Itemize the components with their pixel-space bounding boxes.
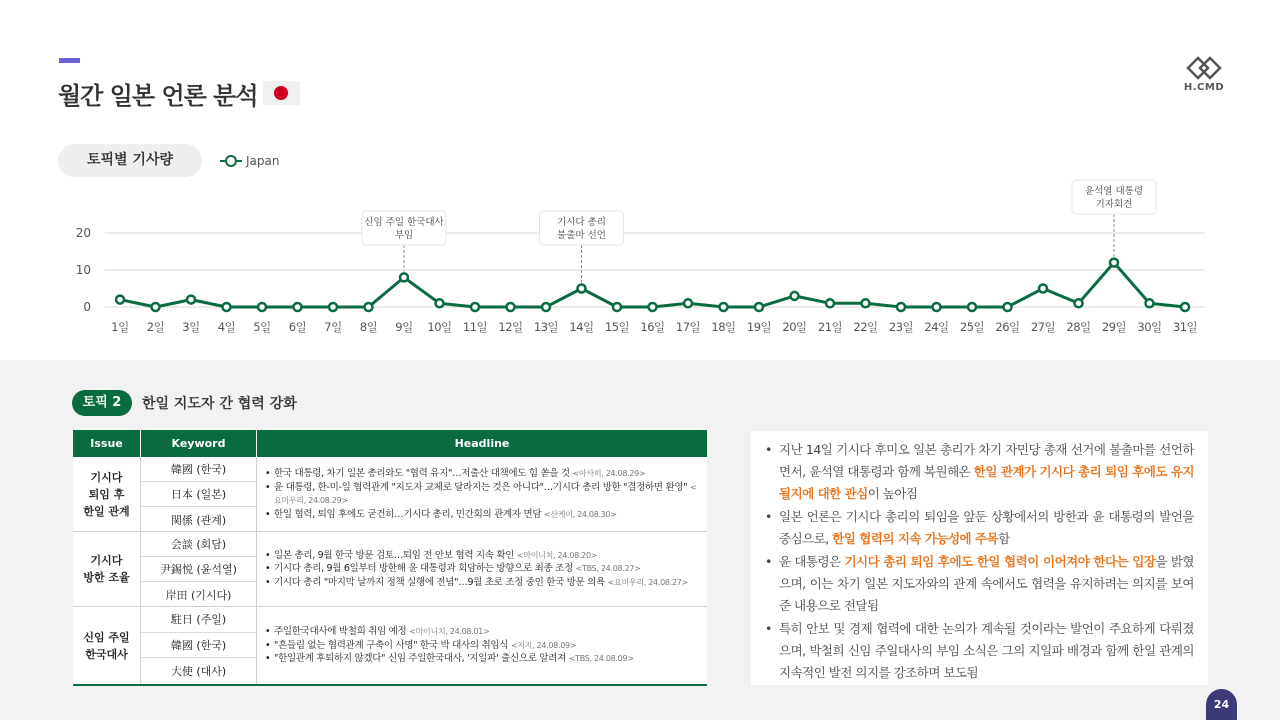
- data-point: [542, 303, 550, 311]
- x-tick-label: 22일: [853, 320, 878, 334]
- summary-after: 함: [998, 531, 1010, 546]
- data-point: [152, 303, 160, 311]
- issue-line: 한일 관계: [83, 504, 130, 518]
- issue-line: 한국대사: [85, 647, 128, 661]
- logo-icon: [1186, 55, 1222, 81]
- summary-highlight: 한일 협력의 지속 가능성에 주목: [832, 531, 999, 546]
- page-number: 24: [1206, 689, 1237, 720]
- x-tick-label: 14일: [569, 320, 594, 334]
- data-point: [1146, 299, 1154, 307]
- x-tick-label: 24일: [924, 320, 949, 334]
- headline-column: [257, 532, 707, 606]
- issue-line: 신임 주일: [83, 630, 130, 644]
- x-tick-label: 31일: [1172, 320, 1198, 334]
- headline-text: 기시다 총리, 9월 6일부터 방한해 윤 대통령과 회담하는 방향으로 최종 조정: [274, 563, 573, 575]
- annotation-text: 기시다 총리: [557, 217, 606, 228]
- headline-item: [265, 562, 701, 576]
- keyword-cell: 大使 (대사): [170, 665, 227, 679]
- header-issue: Issue: [73, 430, 141, 457]
- headline-source: <요미우리, 24.08.27>: [607, 577, 688, 587]
- headline-text: 일본 총리, 9월 한국 방문 검토…퇴임 전 안보 협력 지속 확인: [274, 549, 515, 561]
- headline-item: [265, 508, 701, 522]
- summary-before: 윤 대통령은: [779, 554, 845, 569]
- keyword-cell: 尹錫悦 (윤석열): [141, 557, 256, 582]
- keyword-column: [141, 457, 257, 531]
- data-point: [187, 296, 195, 304]
- keyword-cell: 韓國 (한국): [141, 633, 256, 659]
- headline-source: <TBS, 24.08.27>: [575, 564, 641, 574]
- data-point: [791, 292, 799, 300]
- annotation-text: 윤석열 대통령: [1084, 186, 1144, 197]
- headline-source: <마이니치, 24.08.20>: [516, 550, 598, 560]
- data-point: [223, 303, 231, 311]
- keyword-cell: 韓國 (한국): [141, 457, 256, 482]
- headline-item: [265, 639, 701, 653]
- keyword-cell: 会談 (회담): [141, 532, 256, 557]
- headline-text: 윤 대통령, 한-미-일 협력관계 "지도자 교체로 달라지는 것은 아니다"…기시다 총리 방한 "결정하면 환영": [274, 481, 688, 493]
- data-point: [1110, 259, 1118, 267]
- data-point: [1039, 285, 1047, 293]
- y-tick-label: 0: [83, 300, 91, 314]
- data-point: [1181, 303, 1189, 311]
- data-point: [649, 303, 657, 311]
- data-point: [400, 273, 408, 281]
- x-tick-label: 19일: [746, 320, 772, 334]
- table-row-group: [73, 532, 707, 607]
- x-tick-label: 12일: [498, 320, 523, 334]
- x-tick-label: 25일: [959, 320, 985, 334]
- data-point: [862, 299, 870, 307]
- data-point: [897, 303, 905, 311]
- issue-line: 방한 조율: [83, 571, 130, 584]
- x-tick-label: 11일: [462, 320, 488, 334]
- keyword-cell: 日本 (일본): [141, 482, 256, 507]
- title-accent-bar: [59, 58, 80, 63]
- x-tick-label: 9일: [395, 320, 413, 334]
- data-point: [613, 303, 621, 311]
- x-tick-label: 17일: [675, 320, 701, 334]
- topic2-badge: 토픽 2: [72, 390, 132, 416]
- x-tick-label: 6일: [288, 320, 307, 334]
- x-tick-label: 4일: [217, 320, 236, 334]
- summary-bullet: [763, 551, 1194, 617]
- summary-before: 지난 14일 기시다 후미오 일본 총리가 차기 자민당 총재 선거에 불출마를 선언하면서, 윤석열 대통령과 함께 복원해온: [779, 442, 1194, 479]
- annotation-text: 부임: [394, 230, 414, 241]
- annotation-text: 불출마 선언: [557, 230, 606, 241]
- table-row-group: [73, 457, 707, 532]
- x-tick-label: 18일: [711, 320, 736, 334]
- data-point: [1075, 299, 1083, 307]
- chart-legend: [220, 152, 279, 170]
- data-point: [116, 296, 124, 304]
- headline-source: <마이니치, 24.08.01>: [409, 627, 490, 637]
- x-tick-label: 10일: [427, 320, 452, 334]
- x-tick-label: 7일: [324, 320, 342, 334]
- data-point: [720, 303, 728, 311]
- line-chart: [60, 178, 1220, 348]
- logo-text: H.CMD: [1183, 82, 1225, 93]
- header-keyword: Keyword: [141, 430, 257, 457]
- headline-text: "흔들림 없는 협력관계 구축이 사명" 한국 박 대사의 취임식: [274, 639, 509, 651]
- keyword-column: [141, 607, 257, 684]
- keyword-cell: 関係 (관계): [170, 513, 227, 527]
- issue-line: 퇴임 후: [88, 487, 125, 501]
- headline-column: [257, 457, 707, 531]
- x-tick-label: 15일: [604, 320, 630, 334]
- headline-item: [265, 652, 701, 666]
- summary-highlight: 기시다 총리 퇴임 후에도 한일 협력이 이어져야 한다는 입장: [844, 554, 1156, 569]
- data-point: [436, 299, 444, 307]
- x-tick-label: 30일: [1137, 320, 1162, 334]
- data-point: [471, 303, 479, 311]
- y-tick-label: 10: [75, 263, 91, 277]
- annotation-text: 기자회견: [1095, 199, 1133, 210]
- topic2-title: 한일 지도자 간 협력 강화: [142, 396, 297, 412]
- x-tick-label: 2일: [146, 320, 165, 334]
- headline-column: [257, 607, 707, 684]
- keyword-cell: 駐日 (주일): [141, 607, 256, 633]
- japan-flag-icon: [263, 81, 300, 105]
- data-point: [826, 299, 834, 307]
- x-tick-label: 1일: [111, 320, 129, 334]
- summary-bullet: [763, 439, 1194, 505]
- legend-label-japan: Japan: [246, 154, 280, 168]
- y-tick-label: 20: [75, 226, 91, 240]
- table-row-group: [73, 607, 707, 684]
- legend-line-icon: [220, 160, 242, 162]
- summary-after: 이 높아짐: [867, 486, 918, 501]
- summary-after: 을 밝혔으며, 이는 차기 일본 지도자와의 관계 속에서도 협력을 유지하려는 의지를 보여준 내용으로 전달됨: [779, 554, 1195, 613]
- summary-bullet: [763, 506, 1194, 550]
- headline-item: [265, 576, 701, 590]
- headline-source: <지지, 24.08.09>: [510, 640, 577, 650]
- table-header: [73, 430, 707, 457]
- headline-table: [73, 430, 707, 686]
- headline-item: [265, 481, 701, 508]
- keyword-cell: 岸田 (기시다): [165, 588, 232, 602]
- data-point: [329, 303, 337, 311]
- headline-source: <아사히, 24.08.29>: [572, 469, 646, 478]
- data-point: [755, 303, 763, 311]
- x-tick-label: 20일: [782, 320, 807, 334]
- x-tick-label: 28일: [1066, 320, 1091, 334]
- data-point: [968, 303, 976, 311]
- data-point: [258, 303, 266, 311]
- data-point: [365, 303, 373, 311]
- summary-before: 일본 언론은 기시다 총리의 퇴임을 앞둔 상황에서의 방한과 윤 대통령의 발언을 중심으로,: [779, 509, 1194, 546]
- headline-source: <TBS, 24.08.09>: [568, 654, 634, 664]
- x-tick-label: 27일: [1030, 320, 1056, 334]
- x-tick-label: 26일: [995, 320, 1020, 334]
- issue-cell: [73, 532, 141, 606]
- headline-text: 주일한국대사에 박철희 취임 예정: [274, 626, 407, 638]
- data-point: [578, 285, 586, 293]
- headline-source: <요미우리, 24.08.29>: [274, 482, 697, 505]
- data-point: [933, 303, 941, 311]
- topic-pill-article-volume: 토픽별 기사량: [58, 144, 202, 177]
- keyword-column: [141, 532, 257, 606]
- data-point: [294, 303, 302, 311]
- x-tick-label: 29일: [1101, 320, 1127, 334]
- x-tick-label: 13일: [533, 320, 559, 334]
- data-point: [507, 303, 515, 311]
- data-point: [1004, 303, 1012, 311]
- summary-before: 특히 안보 및 경제 협력에 대한 논의가 계속될 것이라는 발언이 주요하게 다뤄졌으며, 박철희 신임 주일대사의 부임 소식은 그의 지일파 배경과 함께 한일 관계의 지속적인 발전 의지를 강조하며 보도됨: [779, 621, 1194, 680]
- issue-line: 기시다: [90, 554, 123, 567]
- headline-item: [265, 467, 701, 481]
- page-title: 월간 일본 언론 분석: [58, 82, 258, 110]
- x-tick-label: 8일: [359, 320, 378, 334]
- x-tick-label: 5일: [253, 320, 271, 334]
- issue-cell: [73, 607, 141, 684]
- series-line-japan: [120, 263, 1185, 307]
- data-point: [684, 299, 692, 307]
- headline-text: 한일 협력, 퇴임 후에도 굳건히…기시다 총리, 민간회의 관계자 면담: [274, 508, 542, 520]
- headline-text: 한국 대통령, 차기 일본 총리와도 "협력 유지"…저출산 대책에도 힘 쏟을 것: [274, 468, 570, 479]
- headline-item: [265, 549, 701, 563]
- header-headline: Headline: [454, 437, 510, 450]
- issue-line: 기시다: [90, 470, 123, 484]
- x-tick-label: 21일: [817, 320, 843, 334]
- headline-item: [265, 625, 701, 639]
- x-tick-label: 3일: [182, 320, 200, 334]
- issue-cell: [73, 457, 141, 531]
- annotation-text: 신임 주일 한국대사: [364, 217, 444, 228]
- summary-bullet: [763, 618, 1194, 684]
- summary-highlight: 한일 관계가 기시다 총리 퇴임 후에도 유지될지에 대한 관심: [779, 464, 1195, 501]
- headline-source: <산케이, 24.08.30>: [543, 509, 617, 519]
- x-tick-label: 16일: [640, 320, 665, 334]
- summary-panel: [751, 431, 1208, 685]
- company-logo: [1180, 55, 1228, 103]
- headline-text: 기시다 총리 "마지막 날까지 정책 실행에 전념"…9월 초로 조정 중인 한국 방문 의욕: [274, 576, 605, 588]
- headline-text: "한일관계 후퇴하지 않겠다" 신임 주일한국대사, '지일파' 출신으로 알려져: [274, 653, 566, 665]
- x-tick-label: 23일: [888, 320, 914, 334]
